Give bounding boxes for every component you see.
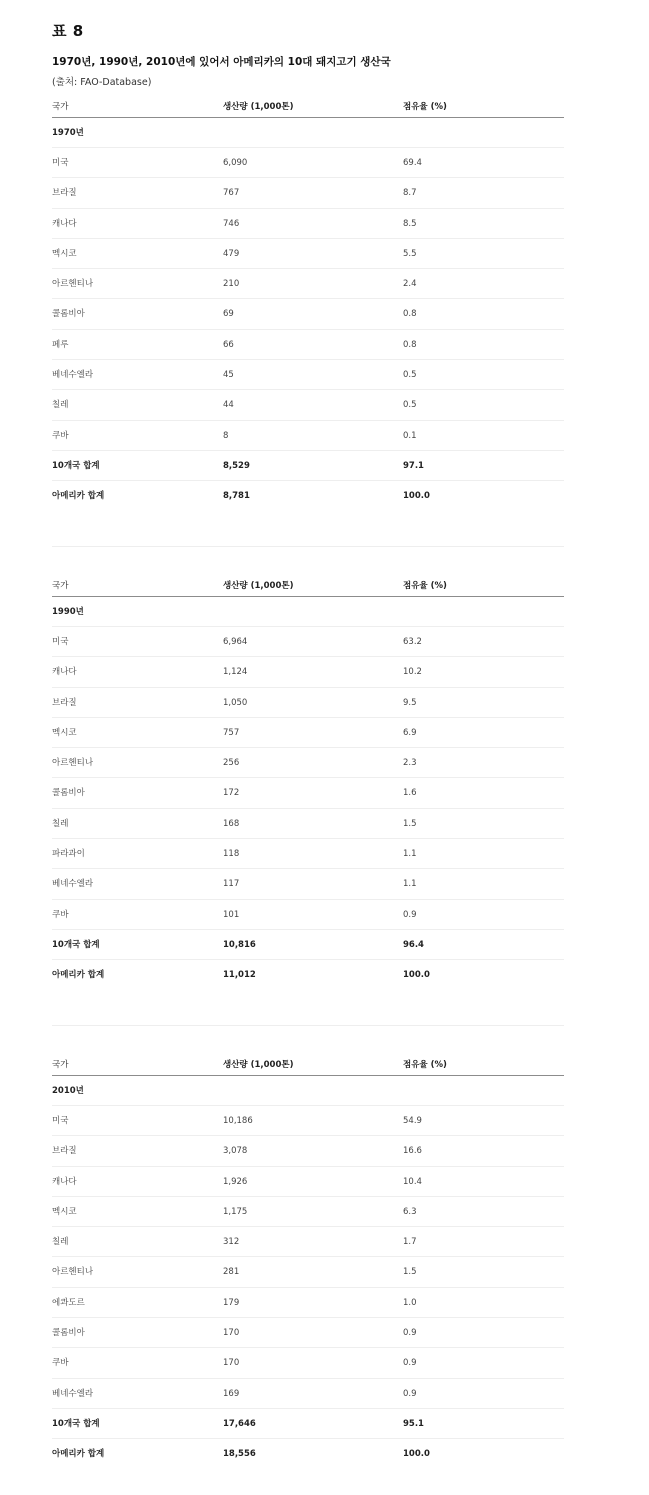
- header-share: 점유율 (%): [403, 102, 447, 112]
- cell-production: 1,124: [223, 667, 248, 678]
- table-row: [52, 239, 564, 269]
- cell-country: 브라질: [52, 1146, 77, 1157]
- table-row: [52, 809, 564, 839]
- production-table-1: [52, 96, 564, 512]
- cell-country: 칠레: [52, 818, 69, 829]
- cell-share: 0.8: [403, 339, 417, 350]
- cell-country: 브라질: [52, 188, 77, 199]
- header-country: 국가: [52, 581, 69, 591]
- cell-country: 아메리카 합계: [52, 1449, 105, 1460]
- cell-share: 0.9: [403, 1328, 417, 1339]
- table-row: [52, 1106, 564, 1136]
- cell-production: 6,090: [223, 158, 248, 168]
- cell-country: 콜롬비아: [52, 309, 85, 320]
- table-header-row: [52, 1054, 564, 1076]
- cell-production: 312: [223, 1237, 240, 1248]
- cell-share: 95.1: [403, 1418, 424, 1429]
- cell-production: 44: [223, 400, 234, 411]
- cell-country: 베네수엘라: [52, 879, 94, 890]
- cell-share: 9.5: [403, 697, 417, 708]
- table-row: [52, 688, 564, 718]
- table-row: [52, 1288, 564, 1318]
- cell-country: 아르헨티나: [52, 1267, 94, 1278]
- total-row: [52, 960, 564, 990]
- header-country: 국가: [52, 1060, 69, 1070]
- cell-share: 8.5: [403, 218, 417, 229]
- table-row: [52, 1167, 564, 1197]
- table-row: [52, 657, 564, 687]
- cell-country: 미국: [52, 158, 69, 168]
- table-row: [52, 330, 564, 360]
- cell-production: 118: [223, 849, 240, 860]
- cell-production: 767: [223, 188, 240, 199]
- cell-country: 10개국 합계: [52, 460, 100, 471]
- table-row: [52, 209, 564, 239]
- section-divider: [52, 1025, 564, 1026]
- year-label: 1990년: [52, 607, 84, 617]
- cell-share: 100.0: [403, 491, 430, 502]
- cell-share: 100.0: [403, 970, 430, 981]
- cell-country: 파라과이: [52, 849, 85, 860]
- cell-production: 6,964: [223, 637, 248, 647]
- table-row: [52, 1197, 564, 1227]
- cell-share: 2.3: [403, 758, 417, 769]
- cell-production: 746: [223, 218, 240, 229]
- table-row: [52, 627, 564, 657]
- section-divider: [52, 546, 564, 547]
- cell-share: 0.8: [403, 309, 417, 320]
- cell-share: 0.9: [403, 909, 417, 920]
- cell-country: 쿠바: [52, 1358, 69, 1369]
- total-row: [52, 1439, 564, 1469]
- table-row: [52, 269, 564, 299]
- cell-production: 117: [223, 879, 240, 890]
- cell-production: 169: [223, 1388, 240, 1399]
- table-row: [52, 718, 564, 748]
- table-row: [52, 748, 564, 778]
- cell-country: 베네수엘라: [52, 1388, 94, 1399]
- cell-production: 256: [223, 758, 240, 769]
- cell-country: 10개국 합계: [52, 1418, 100, 1429]
- cell-production: 8,529: [223, 460, 250, 471]
- cell-production: 479: [223, 248, 240, 259]
- cell-production: 179: [223, 1297, 240, 1308]
- table-row: [52, 1136, 564, 1166]
- cell-share: 63.2: [403, 637, 422, 647]
- table-row: [52, 390, 564, 420]
- production-table-2: [52, 575, 564, 991]
- cell-country: 브라질: [52, 697, 77, 708]
- total-row: [52, 451, 564, 481]
- cell-production: 757: [223, 727, 240, 738]
- cell-share: 0.1: [403, 430, 417, 441]
- cell-share: 10.2: [403, 667, 422, 678]
- cell-share: 10.4: [403, 1176, 422, 1187]
- cell-country: 에콰도르: [52, 1297, 85, 1308]
- cell-production: 45: [223, 370, 234, 381]
- cell-country: 멕시코: [52, 1206, 77, 1217]
- header-share: 점유율 (%): [403, 1060, 447, 1070]
- cell-production: 170: [223, 1328, 240, 1339]
- cell-country: 아르헨티나: [52, 758, 94, 769]
- cell-share: 96.4: [403, 939, 424, 950]
- cell-production: 8,781: [223, 491, 250, 502]
- cell-production: 168: [223, 818, 240, 829]
- cell-country: 아메리카 합계: [52, 970, 105, 981]
- source-note: (출처: FAO-Database): [52, 77, 152, 88]
- cell-production: 101: [223, 909, 240, 920]
- cell-country: 아르헨티나: [52, 279, 94, 290]
- table-row: [52, 1227, 564, 1257]
- cell-production: 210: [223, 279, 240, 290]
- cell-share: 2.4: [403, 279, 417, 290]
- cell-production: 1,050: [223, 697, 248, 708]
- cell-share: 1.1: [403, 849, 417, 860]
- table-row: [52, 178, 564, 208]
- cell-share: 5.5: [403, 248, 417, 259]
- table-row: [52, 1318, 564, 1348]
- table-header-row: [52, 96, 564, 118]
- cell-country: 캐나다: [52, 1176, 77, 1187]
- cell-share: 69.4: [403, 158, 422, 168]
- cell-country: 멕시코: [52, 727, 77, 738]
- header-share: 점유율 (%): [403, 581, 447, 591]
- cell-share: 0.9: [403, 1388, 417, 1399]
- table-number-title: 표 8: [52, 22, 84, 40]
- cell-share: 6.9: [403, 727, 417, 738]
- cell-country: 캐나다: [52, 667, 77, 678]
- table-row: [52, 1257, 564, 1287]
- header-production: 생산량 (1,000톤): [223, 581, 294, 591]
- table-caption: 1970년, 1990년, 2010년에 있어서 아메리카의 10대 돼지고기 생산국: [52, 56, 391, 68]
- cell-share: 8.7: [403, 188, 417, 199]
- cell-production: 18,556: [223, 1449, 256, 1460]
- table-row: [52, 421, 564, 451]
- cell-production: 10,186: [223, 1116, 253, 1126]
- cell-country: 멕시코: [52, 248, 77, 259]
- header-production: 생산량 (1,000톤): [223, 102, 294, 112]
- total-row: [52, 930, 564, 960]
- table-row: [52, 869, 564, 899]
- cell-country: 쿠바: [52, 430, 69, 441]
- cell-share: 1.6: [403, 788, 417, 799]
- cell-country: 캐나다: [52, 218, 77, 229]
- cell-production: 3,078: [223, 1146, 248, 1157]
- cell-share: 6.3: [403, 1206, 417, 1217]
- cell-production: 281: [223, 1267, 240, 1278]
- cell-production: 66: [223, 339, 234, 350]
- cell-country: 미국: [52, 1116, 69, 1126]
- cell-share: 100.0: [403, 1449, 430, 1460]
- cell-share: 0.5: [403, 400, 417, 411]
- cell-production: 69: [223, 309, 234, 320]
- year-label: 2010년: [52, 1086, 84, 1096]
- total-row: [52, 1409, 564, 1439]
- cell-share: 97.1: [403, 460, 424, 471]
- table-header-row: [52, 575, 564, 597]
- cell-production: 10,816: [223, 939, 256, 950]
- table-row: [52, 839, 564, 869]
- cell-share: 0.9: [403, 1358, 417, 1369]
- cell-country: 페루: [52, 339, 69, 350]
- year-row: [52, 1076, 564, 1106]
- cell-production: 1,175: [223, 1206, 248, 1217]
- production-table-3: [52, 1054, 564, 1470]
- cell-country: 아메리카 합계: [52, 491, 105, 502]
- cell-share: 1.7: [403, 1237, 417, 1248]
- cell-share: 1.0: [403, 1297, 417, 1308]
- table-row: [52, 1348, 564, 1378]
- cell-production: 8: [223, 430, 229, 441]
- table-row: [52, 360, 564, 390]
- cell-production: 1,926: [223, 1176, 248, 1187]
- year-label: 1970년: [52, 128, 84, 138]
- cell-production: 11,012: [223, 970, 256, 981]
- cell-country: 콜롬비아: [52, 1328, 85, 1339]
- year-row: [52, 118, 564, 148]
- cell-share: 1.5: [403, 818, 417, 829]
- cell-country: 콜롬비아: [52, 788, 85, 799]
- cell-country: 미국: [52, 637, 69, 647]
- cell-production: 172: [223, 788, 240, 799]
- table-row: [52, 778, 564, 808]
- cell-share: 1.1: [403, 879, 417, 890]
- table-row: [52, 299, 564, 329]
- table-row: [52, 148, 564, 178]
- cell-country: 베네수엘라: [52, 370, 94, 381]
- cell-share: 0.5: [403, 370, 417, 381]
- cell-country: 쿠바: [52, 909, 69, 920]
- cell-country: 10개국 합계: [52, 939, 100, 950]
- cell-production: 170: [223, 1358, 240, 1369]
- cell-share: 16.6: [403, 1146, 422, 1157]
- cell-country: 칠레: [52, 400, 69, 411]
- header-country: 국가: [52, 102, 69, 112]
- total-row: [52, 481, 564, 511]
- cell-country: 칠레: [52, 1237, 69, 1248]
- header-production: 생산량 (1,000톤): [223, 1060, 294, 1070]
- cell-share: 1.5: [403, 1267, 417, 1278]
- table-row: [52, 1379, 564, 1409]
- cell-production: 17,646: [223, 1418, 256, 1429]
- year-row: [52, 597, 564, 627]
- cell-share: 54.9: [403, 1116, 422, 1126]
- table-row: [52, 900, 564, 930]
